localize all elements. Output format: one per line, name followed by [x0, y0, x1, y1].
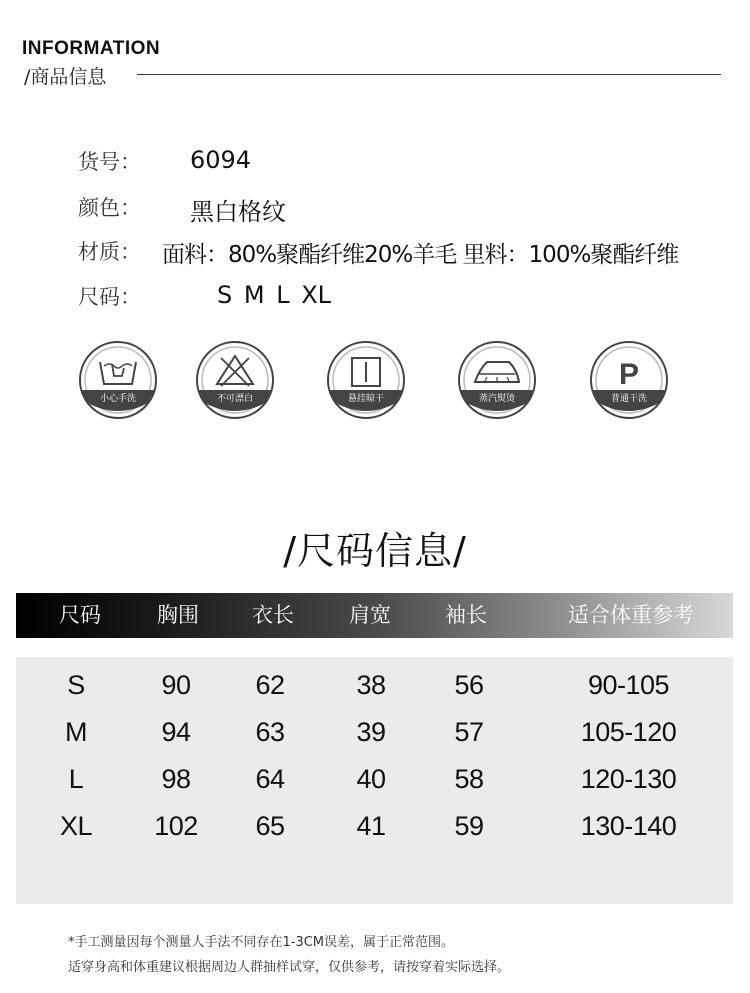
col-header-length: 衣长 — [252, 603, 294, 627]
cell-sleeve: 57 — [454, 717, 484, 747]
size-info-title: /尺码信息/ — [283, 529, 467, 573]
svg-text:普通干洗: 普通干洗 — [610, 394, 648, 404]
col-header-shoulder: 肩宽 — [349, 603, 391, 627]
svg-text:蒸汽熨烫: 蒸汽熨烫 — [478, 394, 516, 404]
product-info-heading: /商品信息 — [24, 66, 107, 88]
spec-label-size: 尺码： — [78, 285, 141, 309]
size-table-body — [16, 657, 733, 904]
cell-chest: 94 — [161, 717, 191, 747]
information-heading: INFORMATION — [22, 38, 161, 59]
cell-shoulder: 41 — [356, 811, 386, 841]
care-item-hang-dry — [326, 340, 406, 420]
size-table-header — [16, 593, 733, 638]
spec-value-material: 面料：80%聚酯纤维20%羊毛 里料：100%聚酯纤维 — [162, 242, 679, 268]
fit-note: 适穿身高和体重建议根据周边人群抽样试穿，仅供参考，请按穿着实际选择。 — [68, 960, 511, 975]
measurement-note: *手工测量因每个测量人手法不同存在1-3CM误差，属于正常范围。 — [68, 935, 455, 950]
cell-chest: 90 — [161, 670, 191, 700]
cell-length: 64 — [255, 764, 285, 794]
hand-wash-icon — [78, 340, 158, 420]
cell-length: 63 — [255, 717, 285, 747]
col-header-sleeve: 袖长 — [445, 603, 487, 627]
care-item-no-bleach — [195, 340, 275, 420]
cell-sleeve: 59 — [454, 811, 484, 841]
steam-iron-icon — [457, 340, 537, 420]
cell-shoulder: 38 — [356, 670, 386, 700]
cell-weight: 90-105 — [587, 670, 670, 700]
cell-chest: 102 — [154, 811, 198, 841]
spec-value-color: 黑白格纹 — [190, 198, 286, 226]
hang-dry-icon — [326, 340, 406, 420]
header-divider — [137, 74, 721, 75]
col-header-size: 尺码 — [59, 603, 101, 627]
cell-sleeve: 56 — [454, 670, 484, 700]
dry-clean-icon — [589, 340, 669, 420]
svg-text:小心手洗: 小心手洗 — [99, 394, 137, 404]
spec-label-color: 颜色： — [78, 196, 141, 220]
spec-label-item-no: 货号： — [78, 150, 141, 174]
care-item-steam-iron — [457, 340, 537, 420]
cell-length: 65 — [255, 811, 285, 841]
cell-size: M — [65, 717, 87, 747]
cell-shoulder: 40 — [356, 764, 386, 794]
spec-label-material: 材质： — [78, 240, 141, 264]
cell-size: XL — [59, 811, 93, 841]
cell-weight: 120-130 — [580, 764, 677, 794]
spec-value-item-no: 6094 — [190, 146, 252, 174]
no-bleach-icon — [195, 340, 275, 420]
spec-value-size: S M L XL — [217, 281, 332, 309]
col-header-weight: 适合体重参考 — [568, 603, 694, 627]
svg-text:P: P — [618, 358, 640, 391]
cell-shoulder: 39 — [356, 717, 386, 747]
svg-text:不可漂白: 不可漂白 — [216, 394, 254, 404]
col-header-chest: 胸围 — [157, 603, 199, 627]
care-item-hand-wash — [78, 340, 158, 420]
cell-size: L — [68, 764, 84, 794]
cell-sleeve: 58 — [454, 764, 484, 794]
cell-chest: 98 — [161, 764, 191, 794]
care-item-dry-clean — [589, 340, 669, 420]
cell-weight: 105-120 — [580, 717, 677, 747]
cell-weight: 130-140 — [580, 811, 677, 841]
cell-size: S — [67, 670, 85, 700]
svg-text:悬挂晾干: 悬挂晾干 — [347, 394, 385, 404]
cell-length: 62 — [255, 670, 285, 700]
